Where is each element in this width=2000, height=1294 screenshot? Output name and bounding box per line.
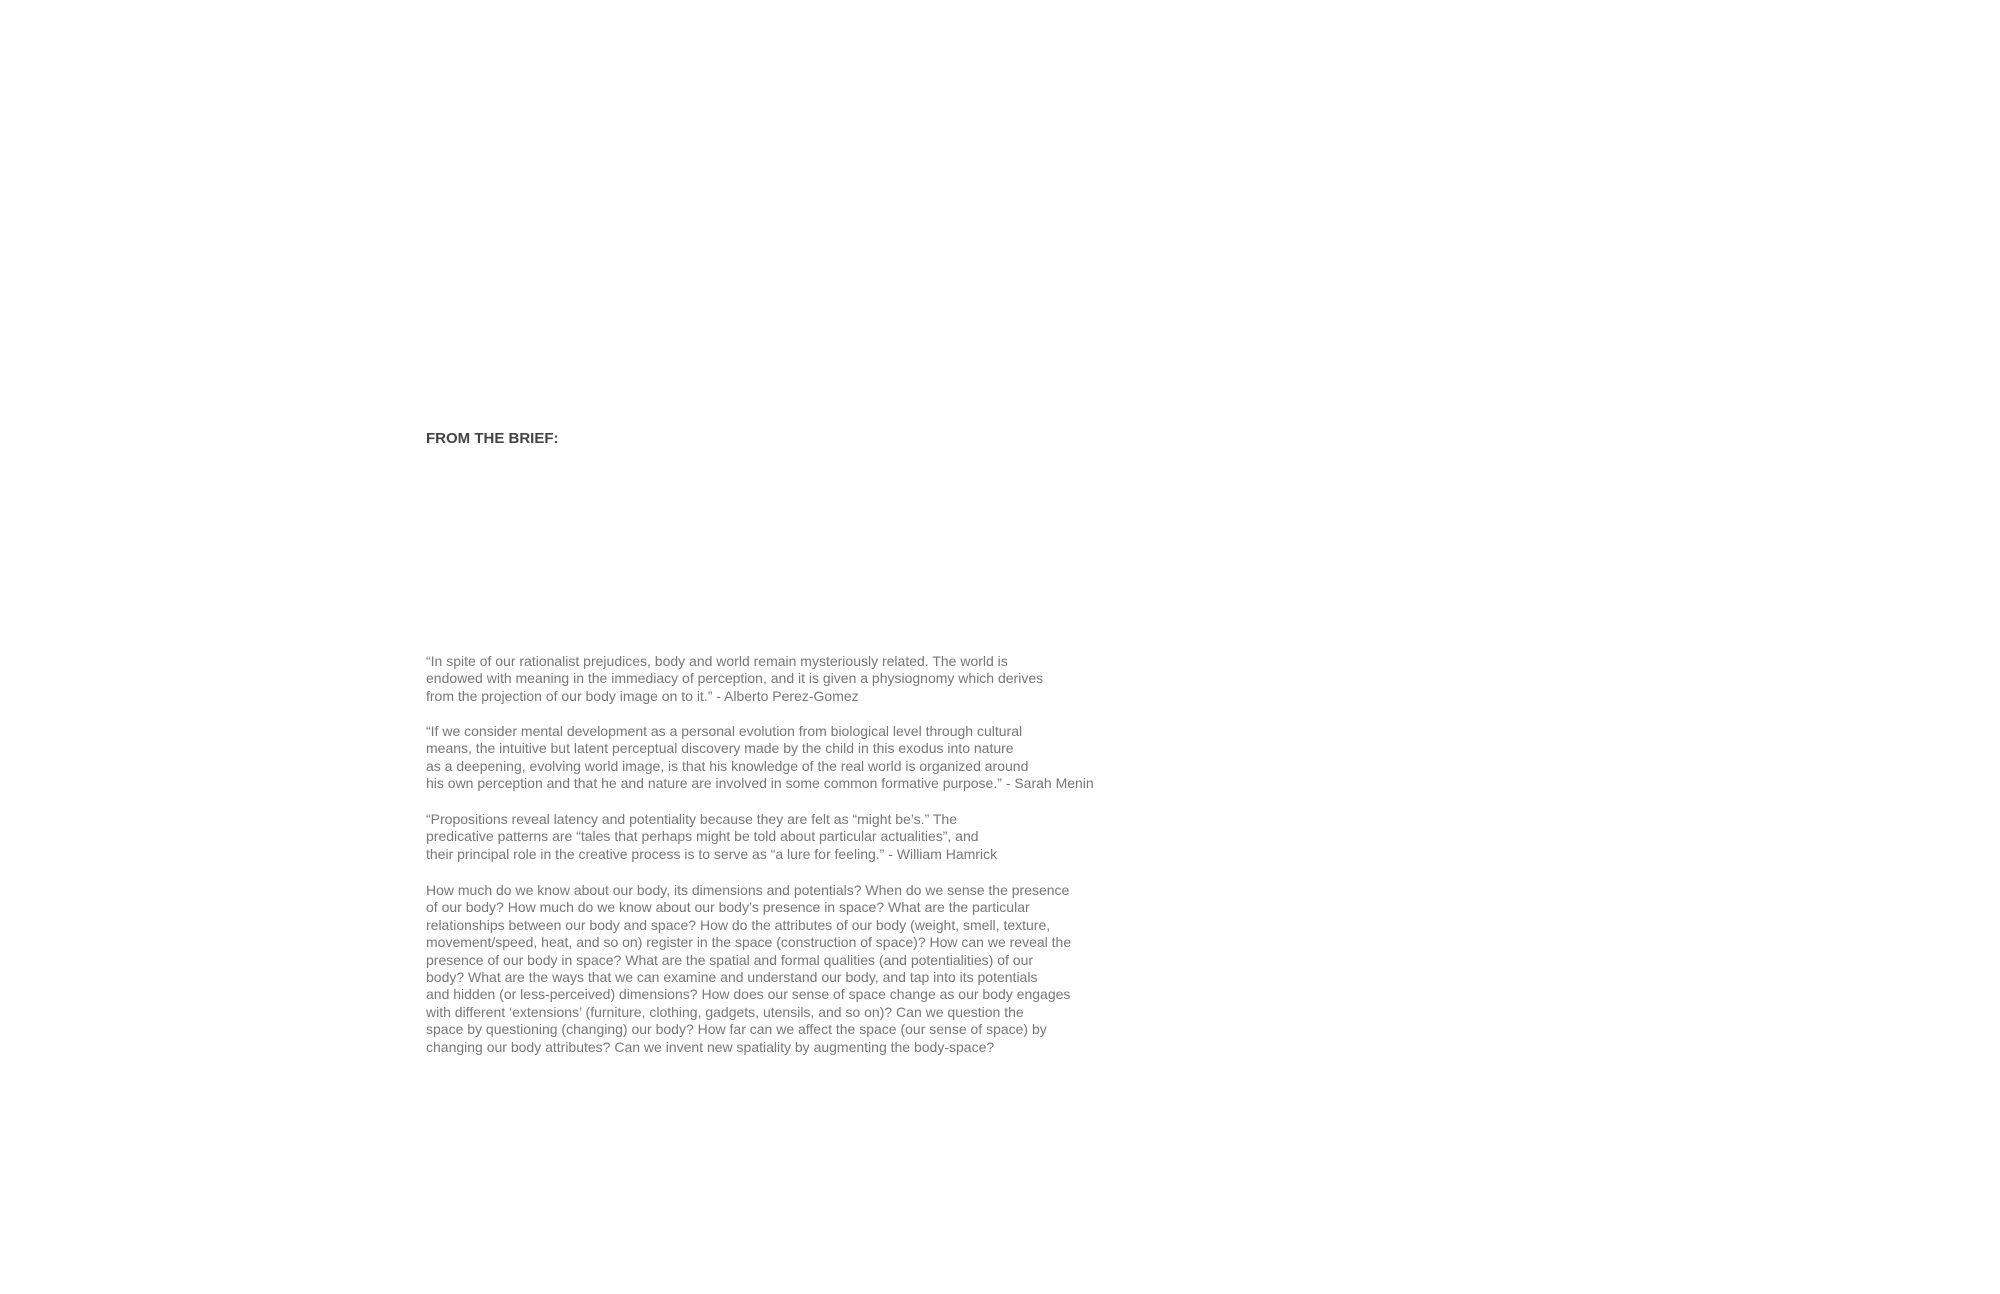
text-line: body? What are the ways that we can examine and understand our body, and tap into its potentials	[426, 969, 1038, 986]
text-line: space by questioning (changing) our body? How far can we affect the space (our sense of space) by	[426, 1021, 1047, 1038]
text-line: How much do we know about our body, its dimensions and potentials? When do we sense the presence	[426, 882, 1070, 898]
text-line: predicative patterns are “tales that perhaps might be told about particular actualities”, and	[426, 828, 979, 845]
text-line: endowed with meaning in the immediacy of perception, and it is given a physiognomy which derives	[426, 670, 1044, 687]
text-line: means, the intuitive but latent perceptual discovery made by the child in this exodus into nature	[426, 740, 1014, 757]
quote-menin	[426, 723, 1094, 793]
text-line: movement/speed, heat, and so on) register in the space (construction of space)? How can we reveal the	[426, 934, 1072, 951]
text-line: presence of our body in space? What are the spatial and formal qualities (and potentialities) of our	[426, 951, 1034, 968]
text-line: and hidden (or less-perceived) dimensions? How does our sense of space change as our body engages	[426, 986, 1071, 1003]
text-line: of our body? How much do we know about our body’s presence in space? What are the particular	[426, 899, 1030, 916]
text-line: “In spite of our rationalist prejudices, body and world remain mysteriously related. The world is	[426, 653, 1008, 669]
text-line: “Propositions reveal latency and potentiality because they are felt as “might be’s.” The	[426, 811, 957, 827]
text-line: with different ‘extensions’ (furniture, clothing, gadgets, utensils, and so on)? Can we question the	[426, 1003, 1024, 1020]
quote-perez-gomez	[426, 653, 1043, 705]
text-line: relationships between our body and space? How do the attributes of our body (weight, smell, texture,	[426, 916, 1051, 933]
text-line: as a deepening, evolving world image, is that his knowledge of the real world is organized around	[426, 757, 1029, 774]
text-line: their principal role in the creative process is to serve as “a lure for feeling.” - William Hamrick	[426, 845, 998, 862]
brief-questions	[426, 882, 1071, 1056]
text-line: his own perception and that he and nature are involved in some common formative purpose.” - Sarah Menin	[426, 775, 1094, 792]
text-line: changing our body attributes? Can we invent new spatiality by augmenting the body-space?	[426, 1038, 995, 1055]
quote-hamrick	[426, 811, 997, 863]
section-heading: FROM THE BRIEF:	[426, 430, 559, 447]
text-line: from the projection of our body image on to it.” - Alberto Perez-Gomez	[426, 687, 859, 704]
text-line: “If we consider mental development as a personal evolution from biological level through cultural	[426, 723, 1023, 739]
